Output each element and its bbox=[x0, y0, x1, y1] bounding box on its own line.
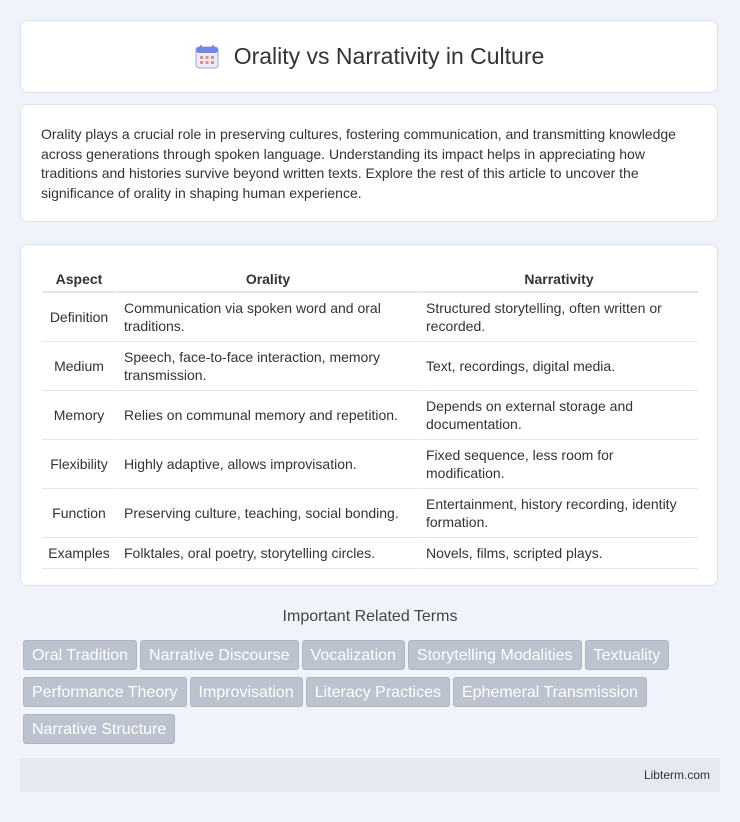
tag-vocalization[interactable]: Vocalization bbox=[302, 640, 405, 670]
tag-literacy-practices[interactable]: Literacy Practices bbox=[306, 677, 450, 707]
page-title: Orality vs Narrativity in Culture bbox=[233, 43, 545, 69]
tag-ephemeral-transmission[interactable]: Ephemeral Transmission bbox=[453, 677, 647, 707]
table-row bbox=[42, 342, 698, 391]
cell-narrativity: Depends on external storage and documentation. bbox=[418, 391, 698, 440]
cell-narrativity: Novels, films, scripted plays. bbox=[418, 538, 698, 569]
footer bbox=[20, 758, 720, 792]
cell-narrativity: Entertainment, history recording, identity formation. bbox=[418, 489, 698, 538]
tag-storytelling-modalities[interactable]: Storytelling Modalities bbox=[408, 640, 582, 670]
cell-aspect: Definition bbox=[42, 293, 116, 342]
comparison-table bbox=[42, 267, 698, 569]
tag-narrative-discourse[interactable]: Narrative Discourse bbox=[140, 640, 298, 670]
cell-aspect: Function bbox=[42, 489, 116, 538]
cell-orality: Folktales, oral poetry, storytelling circles. bbox=[116, 538, 418, 569]
cell-aspect: Memory bbox=[42, 391, 116, 440]
cell-aspect: Medium bbox=[42, 342, 116, 391]
cell-narrativity: Structured storytelling, often written or recorded. bbox=[418, 293, 698, 342]
intro-text: Orality plays a crucial role in preserving cultures, fostering communication, and transmitting knowledge across generations through spoken language. Understanding its impact helps in appreciating how traditions and histories survive beyond written texts. Explore the rest of this article to uncover the significance of orality in shaping human experience. bbox=[41, 126, 676, 201]
header-aspect: Aspect bbox=[42, 267, 116, 293]
intro-card bbox=[20, 104, 718, 222]
table-header-row bbox=[42, 267, 698, 293]
table-row bbox=[42, 489, 698, 538]
cell-orality: Communication via spoken word and oral traditions. bbox=[116, 293, 418, 342]
comparison-card bbox=[20, 244, 718, 586]
related-terms-list bbox=[23, 640, 703, 751]
tag-textuality[interactable]: Textuality bbox=[585, 640, 670, 670]
tag-performance-theory[interactable]: Performance Theory bbox=[23, 677, 187, 707]
table-row bbox=[42, 440, 698, 489]
table-row bbox=[42, 293, 698, 342]
table-row bbox=[42, 538, 698, 569]
cell-orality: Relies on communal memory and repetition. bbox=[116, 391, 418, 440]
calendar-icon bbox=[194, 44, 220, 70]
tag-oral-tradition[interactable]: Oral Tradition bbox=[23, 640, 137, 670]
related-terms-title: Important Related Terms bbox=[282, 608, 458, 625]
table-row bbox=[42, 391, 698, 440]
header-narrativity: Narrativity bbox=[418, 267, 698, 293]
tag-improvisation[interactable]: Improvisation bbox=[190, 677, 303, 707]
cell-narrativity: Fixed sequence, less room for modification. bbox=[418, 440, 698, 489]
cell-narrativity: Text, recordings, digital media. bbox=[418, 342, 698, 391]
cell-orality: Speech, face-to-face interaction, memory transmission. bbox=[116, 342, 418, 391]
cell-orality: Preserving culture, teaching, social bonding. bbox=[116, 489, 418, 538]
cell-orality: Highly adaptive, allows improvisation. bbox=[116, 440, 418, 489]
cell-aspect: Examples bbox=[42, 538, 116, 569]
tag-narrative-structure[interactable]: Narrative Structure bbox=[23, 714, 175, 744]
cell-aspect: Flexibility bbox=[42, 440, 116, 489]
header-orality: Orality bbox=[116, 267, 418, 293]
footer-link[interactable]: Libterm.com bbox=[643, 768, 710, 782]
title-card bbox=[20, 20, 718, 93]
